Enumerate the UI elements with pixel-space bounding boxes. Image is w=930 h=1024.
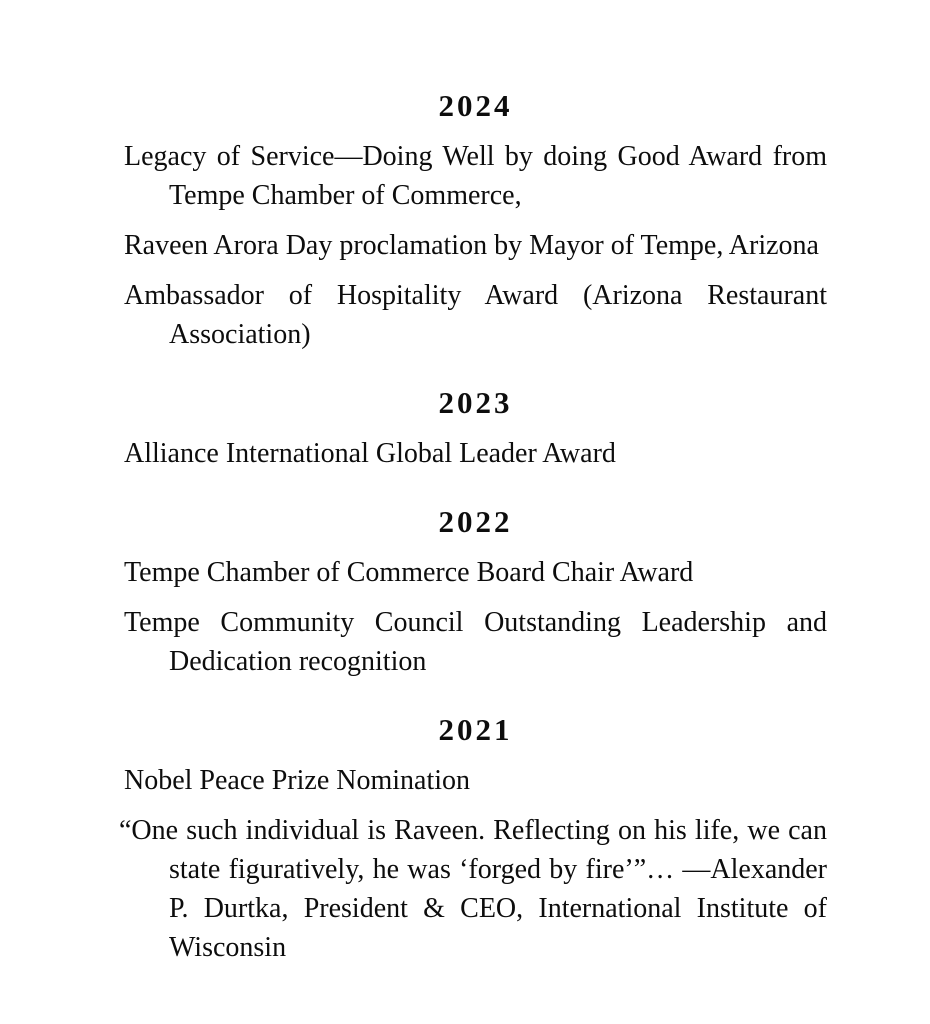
award-entry: Tempe Community Council Outstanding Leadership and Dedication recognition [124,607,827,677]
award-entry: Tempe Chamber of Commerce Board Chair Award [124,557,694,588]
award-entry: Ambassador of Hospitality Award (Arizona Restaurant Association) [124,280,827,350]
year-section-2021 [119,710,827,967]
award-entry-quote: “One such individual is Raveen. Reflecting on his life, we can state figuratively, he was ‘forged by fire’”… —Alexander P. Durtka, President & CEO, International Institute of Wisconsin [119,815,827,963]
award-entry: Alliance International Global Leader Award [124,438,616,469]
year-heading-2021: 2021 [438,712,513,747]
year-section-2023 [124,383,827,473]
year-section-2022 [124,502,827,681]
awards-list [119,0,827,967]
award-entry: Legacy of Service—Doing Well by doing Good Award from Tempe Chamber of Commerce, [124,141,827,211]
year-heading-2022: 2022 [438,504,513,539]
award-entry: Raveen Arora Day proclamation by Mayor of Tempe, Arizona [124,230,819,261]
year-section-2024 [124,86,827,354]
award-entry: Nobel Peace Prize Nomination [124,765,471,796]
year-heading-2023: 2023 [438,385,513,420]
year-heading-2024: 2024 [438,88,513,123]
